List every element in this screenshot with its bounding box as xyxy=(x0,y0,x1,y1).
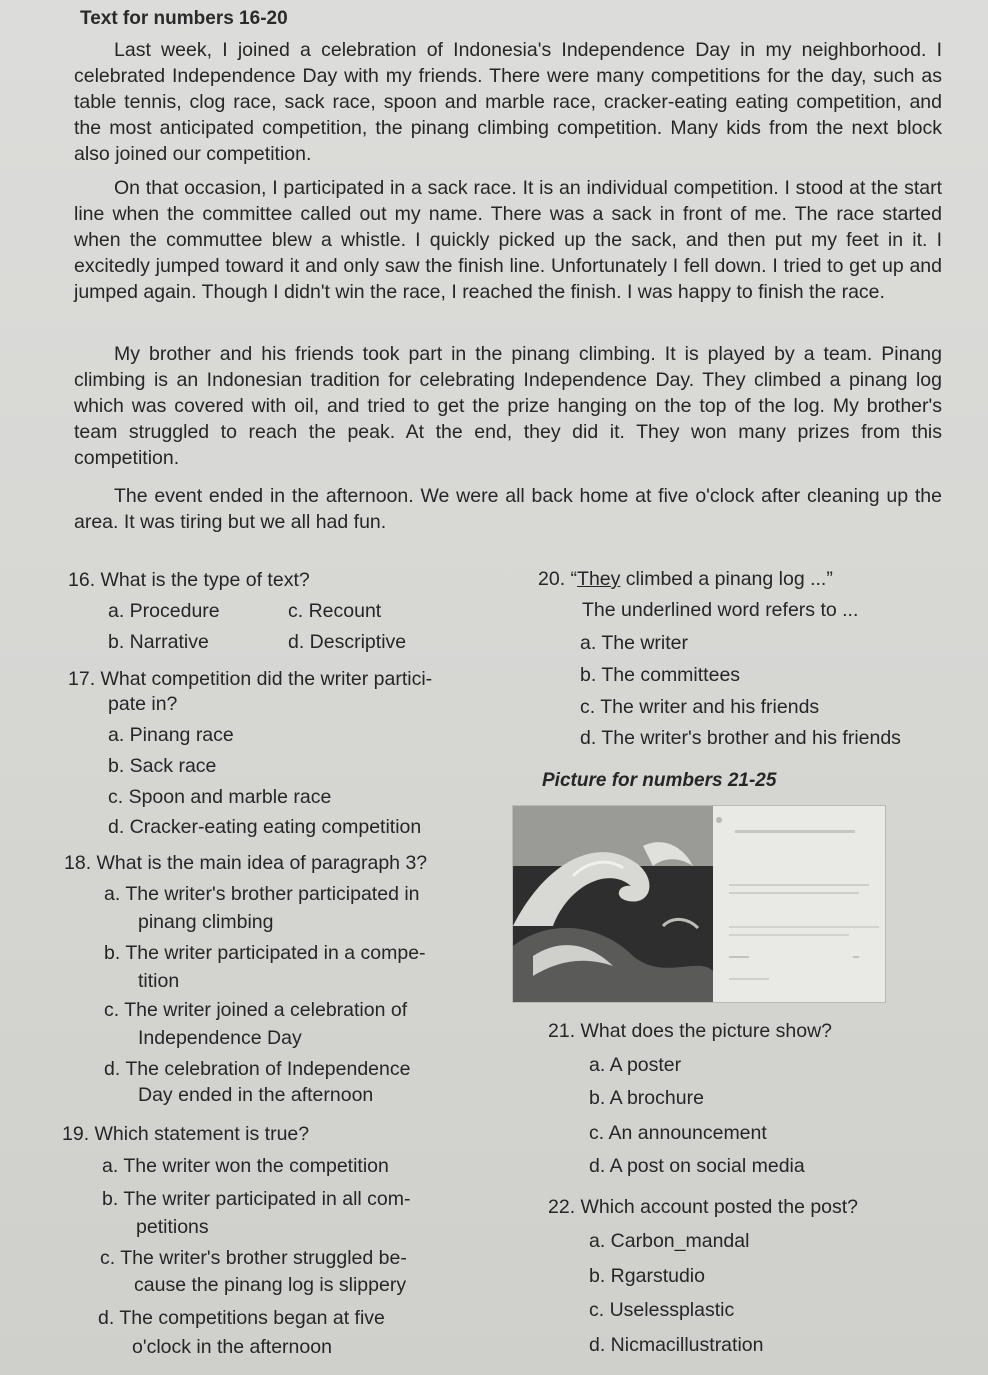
picture-title: Picture for numbers 21-25 xyxy=(542,770,777,791)
q19-option-c[interactable]: c. The writer's brother struggled be- xyxy=(100,1247,407,1269)
q21-option-c[interactable]: c. An announcement xyxy=(589,1122,767,1144)
q17-option-c[interactable]: c. Spoon and marble race xyxy=(108,786,332,808)
q20-quote-open: “ xyxy=(570,568,578,590)
q19-option-b[interactable]: b. The writer participated in all com- xyxy=(102,1188,411,1210)
q19-option-d-cont: o'clock in the afternoon xyxy=(132,1336,332,1358)
q20-underlined-word: They xyxy=(577,568,621,590)
q16-option-d[interactable]: d. Descriptive xyxy=(288,631,407,653)
q21-option-b[interactable]: b. A brochure xyxy=(589,1087,704,1109)
paragraph-3: My brother and his friends took part in the pinang climbing. It is played by a team. Pinang climbing is an Indonesian tradition for celebrating Independence Day. They climbed a pinang log which was covered with oil, and tried to get the prize hanging on the top of the log. My brother's team struggled to reach the peak. At the end, they did it. They won many prizes from this competition. xyxy=(74,343,942,469)
question-18: 18. What is the main idea of paragraph 3? xyxy=(64,852,428,874)
q18-option-b[interactable]: b. The writer participated in a compe- xyxy=(104,942,426,964)
q18-option-d[interactable]: d. The celebration of Independence xyxy=(104,1058,411,1080)
q22-option-c[interactable]: c. Uselessplastic xyxy=(589,1299,735,1321)
q18-option-a[interactable]: a. The writer's brother participated in xyxy=(104,883,420,905)
question-17: 17. What competition did the writer partici- xyxy=(68,668,433,690)
q22-option-b[interactable]: b. Rgarstudio xyxy=(589,1265,705,1287)
q20-number: 20. xyxy=(538,568,566,590)
q16-option-a[interactable]: a. Procedure xyxy=(108,600,220,622)
q18-option-c-cont: Independence Day xyxy=(138,1027,302,1049)
q16-option-b[interactable]: b. Narrative xyxy=(108,631,209,653)
q17-option-d[interactable]: d. Cracker-eating eating competition xyxy=(108,816,422,838)
q20-option-c[interactable]: c. The writer and his friends xyxy=(580,696,820,718)
social-media-post-image xyxy=(512,805,886,1003)
question-22: 22. Which account posted the post? xyxy=(548,1196,859,1218)
q20-quote-rest: climbed a pinang log ...” xyxy=(620,568,833,590)
q20-option-a[interactable]: a. The writer xyxy=(580,632,689,654)
q19-option-a[interactable]: a. The writer won the competition xyxy=(102,1155,389,1177)
q18-option-d-cont: Day ended in the afternoon xyxy=(138,1084,374,1106)
section-heading: Text for numbers 16-20 xyxy=(80,8,288,29)
q17-option-b[interactable]: b. Sack race xyxy=(108,755,217,777)
paragraph-4: The event ended in the afternoon. We were all back home at five o'clock after cleaning up the area. It was tiring but we all had fun. xyxy=(74,485,942,533)
paragraph-1: Last week, I joined a celebration of Indonesia's Independence Day in my neighborhood. I celebrated Independence Day with my friends. There were many competitions for the day, such as table tennis, clog race, sack race, spoon and marble race, cracker-eating eating competition, and the most anticipated competition, the pinang climbing competition. Many kids from the next block also joined our competition. xyxy=(74,39,942,165)
question-16: 16. What is the type of text? xyxy=(68,569,310,591)
question-21: 21. What does the picture show? xyxy=(548,1020,832,1042)
q18-option-c[interactable]: c. The writer joined a celebration of xyxy=(104,999,408,1021)
question-17-cont: pate in? xyxy=(108,693,178,715)
q21-option-d[interactable]: d. A post on social media xyxy=(589,1155,805,1177)
paragraph-2: On that occasion, I participated in a sack race. It is an individual competition. I stood at the start line when the committee called out my name. There was a sack in front of me. The race started when the commuttee blew a whistle. I quickly picked up the sack, and then put my feet in it. I excitedly jumped toward it and only saw the finish line. Unfortunately I fell down. I tried to get up and jumped again. Though I didn't win the race, I reached the finish. I was happy to finish the race. xyxy=(74,177,942,303)
q19-option-b-cont: petitions xyxy=(136,1216,209,1238)
question-20-cont: The underlined word refers to ... xyxy=(582,599,859,621)
q20-option-b[interactable]: b. The committees xyxy=(580,664,741,686)
great-wave-artwork xyxy=(513,806,885,1002)
q19-option-d[interactable]: d. The competitions began at five xyxy=(98,1307,385,1329)
q18-option-a-cont: pinang climbing xyxy=(138,911,274,933)
q17-option-a[interactable]: a. Pinang race xyxy=(108,724,234,746)
q21-option-a[interactable]: a. A poster xyxy=(589,1054,682,1076)
q18-option-b-cont: tition xyxy=(138,970,180,992)
q16-option-c[interactable]: c. Recount xyxy=(288,600,382,622)
question-19: 19. Which statement is true? xyxy=(62,1123,310,1145)
q22-option-a[interactable]: a. Carbon_mandal xyxy=(589,1230,750,1252)
q22-option-d[interactable]: d. Nicmacillustration xyxy=(589,1334,764,1356)
q19-option-c-cont: cause the pinang log is slippery xyxy=(134,1274,407,1296)
q20-option-d[interactable]: d. The writer's brother and his friends xyxy=(580,727,901,749)
question-20 xyxy=(538,565,833,593)
